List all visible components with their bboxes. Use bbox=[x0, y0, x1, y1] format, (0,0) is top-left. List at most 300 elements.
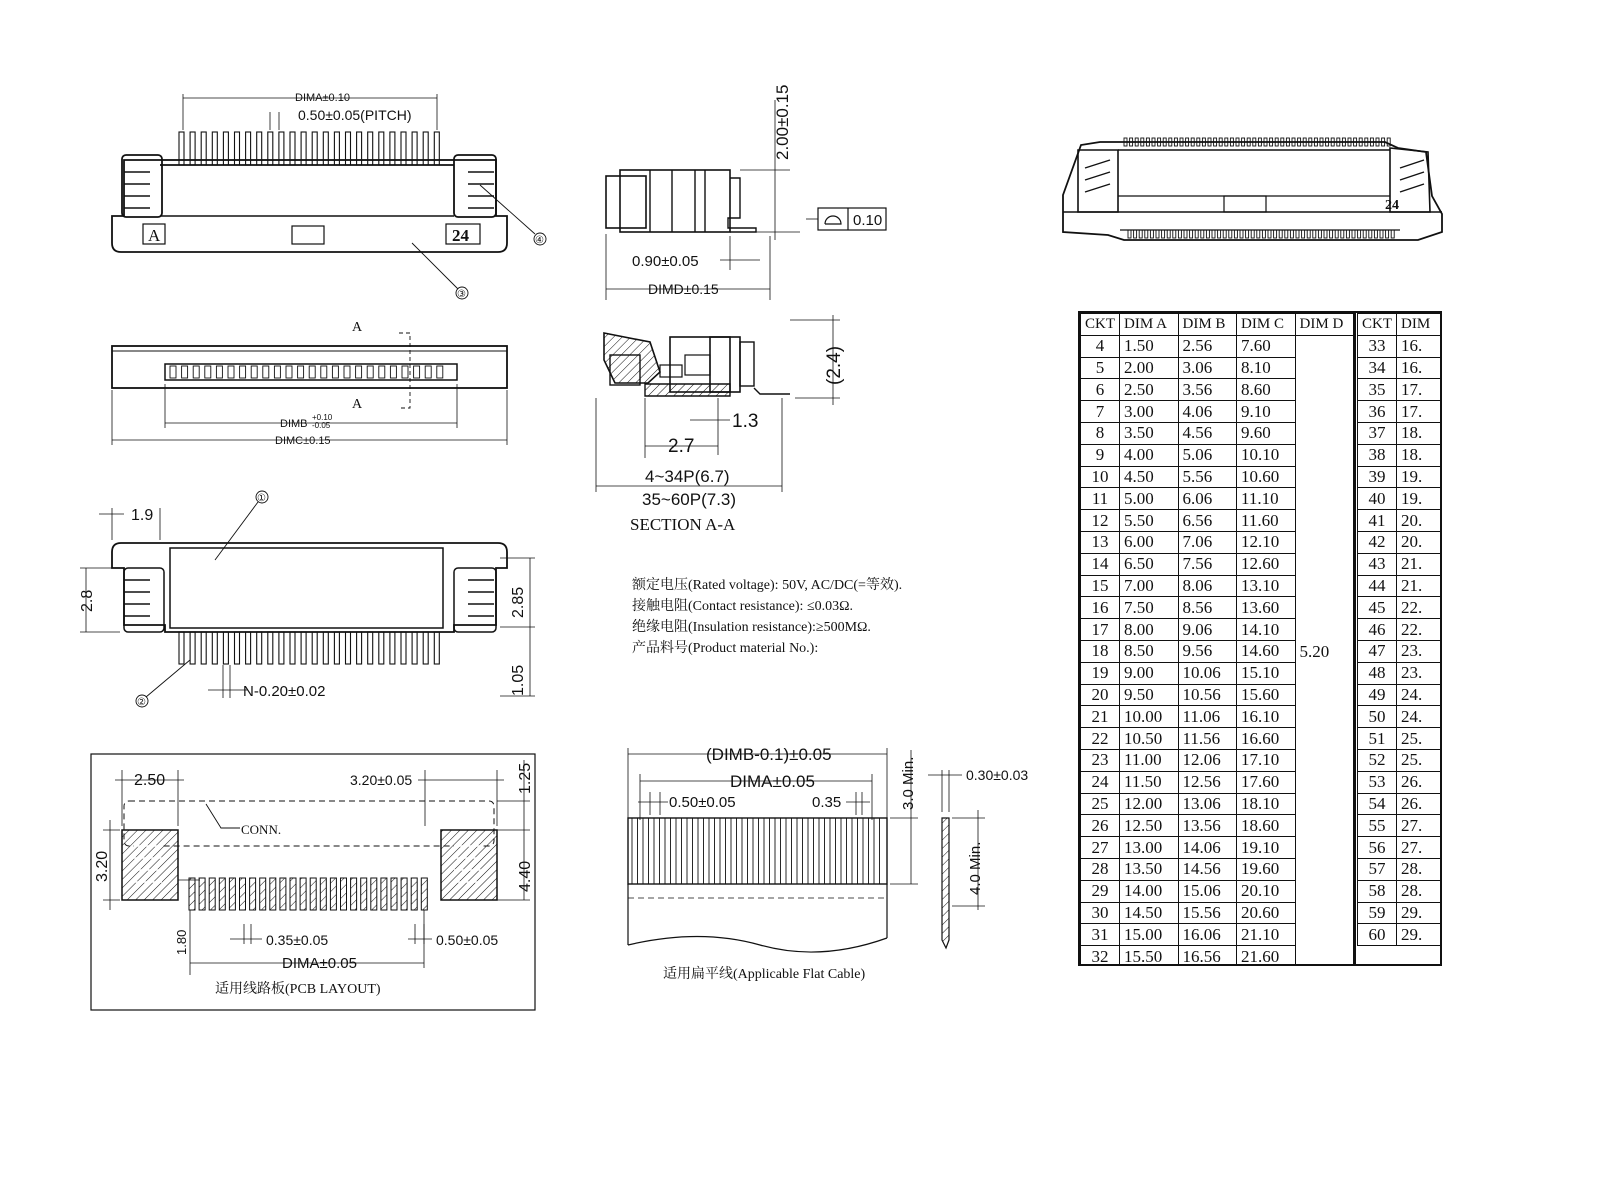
table-cell: 14.06 bbox=[1178, 837, 1237, 859]
table-cell: 9.56 bbox=[1178, 640, 1237, 662]
pcb-dim-4-40: 4.40 bbox=[517, 860, 534, 892]
pin bbox=[425, 366, 431, 378]
spec-insulation-resistance: 绝缘电阻(Insulation resistance):≥500MΩ. bbox=[632, 620, 871, 635]
table-cell: 6.50 bbox=[1120, 553, 1179, 575]
table-cell: 28. bbox=[1397, 858, 1443, 880]
table-row bbox=[1358, 902, 1443, 924]
pin bbox=[1296, 230, 1299, 238]
pcb-dim-1-25: 1.25 bbox=[517, 762, 534, 794]
table-row bbox=[1358, 706, 1443, 728]
front-view bbox=[112, 320, 507, 447]
pcb-pad-width: 0.35±0.05 bbox=[266, 932, 329, 948]
table-row bbox=[1358, 444, 1443, 466]
table-cell: 55 bbox=[1358, 815, 1397, 837]
pin bbox=[368, 632, 373, 664]
table-row bbox=[1358, 531, 1443, 553]
pin bbox=[286, 366, 292, 378]
pcb-pad bbox=[401, 878, 407, 910]
table-cell: 37 bbox=[1358, 422, 1397, 444]
table-cell: 26. bbox=[1397, 793, 1443, 815]
pin bbox=[246, 632, 251, 664]
pcb-dim-1-80: 1.80 bbox=[174, 929, 189, 955]
pin bbox=[1313, 230, 1316, 238]
pin bbox=[1380, 230, 1383, 238]
table-cell: 23. bbox=[1397, 662, 1443, 684]
table-cell: 5 bbox=[1081, 357, 1120, 379]
pin bbox=[1285, 230, 1288, 238]
table-cell: 15.56 bbox=[1178, 902, 1237, 924]
table-cell: 10.06 bbox=[1178, 662, 1237, 684]
table-cell: 25. bbox=[1397, 749, 1443, 771]
pin bbox=[1178, 230, 1181, 238]
table-cell: 15 bbox=[1081, 575, 1120, 597]
pin bbox=[379, 366, 385, 378]
pcb-pad bbox=[330, 878, 336, 910]
pin bbox=[1206, 230, 1209, 238]
pin bbox=[1156, 230, 1159, 238]
table-cell: 10.56 bbox=[1178, 684, 1237, 706]
coplanarity-value: 0.10 bbox=[853, 212, 883, 229]
pcb-pad bbox=[381, 878, 387, 910]
section-view bbox=[596, 315, 845, 534]
table-cell: 7.06 bbox=[1178, 531, 1237, 553]
top-pin-a-label: A bbox=[148, 226, 161, 245]
table-cell: 6.06 bbox=[1178, 488, 1237, 510]
pin bbox=[1318, 230, 1321, 238]
table-cell: 9.10 bbox=[1237, 401, 1296, 423]
table-row bbox=[1358, 488, 1443, 510]
pin bbox=[1173, 230, 1176, 238]
pin bbox=[235, 632, 240, 664]
bottom-pins bbox=[179, 632, 439, 664]
table-cell: 25. bbox=[1397, 728, 1443, 750]
table-cell: 20.60 bbox=[1237, 902, 1296, 924]
table-cell: 16. bbox=[1397, 357, 1443, 379]
pin bbox=[1201, 230, 1204, 238]
table-cell: 12.00 bbox=[1120, 793, 1179, 815]
section-mark-bottom: A bbox=[352, 397, 363, 412]
pin bbox=[1268, 230, 1271, 238]
side-dim-0-90: 0.90±0.05 bbox=[632, 253, 699, 270]
table-cell: 33 bbox=[1358, 335, 1397, 357]
table-row bbox=[1358, 837, 1443, 859]
cable-pitch: 0.50±0.05 bbox=[669, 794, 736, 811]
section-mark-top: A bbox=[352, 320, 363, 335]
pcb-pad bbox=[411, 878, 417, 910]
table-cell: 24 bbox=[1081, 771, 1120, 793]
table-row bbox=[1358, 640, 1443, 662]
table-cell: 53 bbox=[1358, 771, 1397, 793]
table-separator bbox=[1353, 313, 1356, 964]
table-cell: 9.60 bbox=[1237, 422, 1296, 444]
pcb-pad bbox=[341, 878, 347, 910]
table-cell: 22 bbox=[1081, 728, 1120, 750]
pin bbox=[346, 632, 351, 664]
pcb-dim-3-20-05: 3.20±0.05 bbox=[350, 772, 413, 788]
table-cell: 20. bbox=[1397, 510, 1443, 532]
col-dim-b: DIM B bbox=[1178, 314, 1237, 336]
table-cell: 21. bbox=[1397, 575, 1443, 597]
cable-dimb-minus: (DIMB-0.1)±0.05 bbox=[706, 745, 832, 764]
pin bbox=[1195, 230, 1198, 238]
pcb-dim-2-50: 2.50 bbox=[134, 772, 166, 789]
dim-2-8: 2.8 bbox=[79, 589, 96, 612]
pin bbox=[1190, 230, 1193, 238]
callout-4: ④ bbox=[535, 235, 544, 246]
pin bbox=[1212, 230, 1215, 238]
dim-2-85: 2.85 bbox=[510, 586, 527, 618]
cable-conductor: 0.35 bbox=[812, 794, 842, 811]
pin bbox=[1262, 230, 1265, 238]
pin bbox=[390, 366, 396, 378]
table-cell: 40 bbox=[1358, 488, 1397, 510]
pin bbox=[379, 632, 384, 664]
pcb-caption: 适用线路板(PCB LAYOUT) bbox=[215, 982, 381, 997]
pin bbox=[1150, 230, 1153, 238]
pcb-pad bbox=[219, 878, 225, 910]
table-cell: 6.56 bbox=[1178, 510, 1237, 532]
col-dim-a: DIM A bbox=[1120, 314, 1179, 336]
table-cell: 34 bbox=[1358, 357, 1397, 379]
pin bbox=[1223, 230, 1226, 238]
table-cell: 46 bbox=[1358, 619, 1397, 641]
table-cell: 1.50 bbox=[1120, 335, 1179, 357]
col-dim-right: DIM bbox=[1397, 314, 1443, 336]
pin bbox=[263, 366, 269, 378]
pcb-pad bbox=[240, 878, 246, 910]
pin bbox=[193, 366, 199, 378]
pin bbox=[423, 632, 428, 664]
pcb-pad bbox=[371, 878, 377, 910]
table-cell: 16 bbox=[1081, 597, 1120, 619]
pin bbox=[1257, 230, 1260, 238]
table-cell: 52 bbox=[1358, 749, 1397, 771]
table-cell: 58 bbox=[1358, 880, 1397, 902]
pin bbox=[402, 366, 408, 378]
table-cell: 7.56 bbox=[1178, 553, 1237, 575]
table-cell: 8.60 bbox=[1237, 379, 1296, 401]
spec-product-number: 产品料号(Product material No.): bbox=[632, 641, 819, 656]
pin bbox=[1251, 230, 1254, 238]
pin bbox=[1139, 230, 1142, 238]
pin bbox=[1145, 230, 1148, 238]
table-cell: 51 bbox=[1358, 728, 1397, 750]
pcb-pad bbox=[290, 878, 296, 910]
table-cell: 16.10 bbox=[1237, 706, 1296, 728]
table-row bbox=[1358, 335, 1443, 357]
callout-1: ① bbox=[257, 493, 266, 504]
pcb-pad-pitch: 0.50±0.05 bbox=[436, 932, 499, 948]
top-view bbox=[112, 92, 546, 300]
table-cell: 5.56 bbox=[1178, 466, 1237, 488]
side-view bbox=[606, 84, 886, 300]
dim-d-value: 5.20 bbox=[1295, 335, 1354, 966]
table-cell: 20. bbox=[1397, 531, 1443, 553]
table-cell: 12.56 bbox=[1178, 771, 1237, 793]
table-cell: 42 bbox=[1358, 531, 1397, 553]
section-title: SECTION A-A bbox=[630, 515, 736, 534]
table-cell: 11.10 bbox=[1237, 488, 1296, 510]
table-cell: 5.00 bbox=[1120, 488, 1179, 510]
pin bbox=[228, 366, 234, 378]
pin bbox=[240, 366, 246, 378]
pin bbox=[367, 366, 373, 378]
table-cell: 4.06 bbox=[1178, 401, 1237, 423]
pin bbox=[312, 632, 317, 664]
dim-1-05: 1.05 bbox=[510, 664, 527, 696]
cable-min-4: 4.0 Min. bbox=[967, 841, 984, 895]
table-cell: 19. bbox=[1397, 466, 1443, 488]
pcb-pad bbox=[270, 878, 276, 910]
table-cell: 13.60 bbox=[1237, 597, 1296, 619]
bottom-view bbox=[79, 491, 535, 708]
top-pin-24-label: 24 bbox=[452, 226, 469, 245]
table-cell: 14.60 bbox=[1237, 640, 1296, 662]
table-cell: 47 bbox=[1358, 640, 1397, 662]
table-cell: 41 bbox=[1358, 510, 1397, 532]
table-cell: 11 bbox=[1081, 488, 1120, 510]
table-cell: 60 bbox=[1358, 924, 1397, 946]
pin bbox=[1218, 230, 1221, 238]
pin bbox=[323, 632, 328, 664]
table-cell: 3.50 bbox=[1120, 422, 1179, 444]
table-cell: 4.50 bbox=[1120, 466, 1179, 488]
pcb-pad bbox=[189, 878, 195, 910]
table-cell: 14.00 bbox=[1120, 880, 1179, 902]
table-cell: 3.00 bbox=[1120, 401, 1179, 423]
table-cell: 7.60 bbox=[1237, 335, 1296, 357]
pin bbox=[1391, 230, 1394, 238]
table-cell: 12.50 bbox=[1120, 815, 1179, 837]
pcb-dim-3-20: 3.20 bbox=[94, 850, 111, 882]
table-cell: 44 bbox=[1358, 575, 1397, 597]
table-cell: 50 bbox=[1358, 706, 1397, 728]
table-cell: 49 bbox=[1358, 684, 1397, 706]
table-row bbox=[1358, 924, 1443, 946]
table-cell: 3.56 bbox=[1178, 379, 1237, 401]
pin bbox=[1363, 230, 1366, 238]
pin bbox=[1307, 230, 1310, 238]
table-cell: 27. bbox=[1397, 837, 1443, 859]
cable-conductors bbox=[632, 818, 880, 884]
pin bbox=[309, 366, 315, 378]
table-cell: 13 bbox=[1081, 531, 1120, 553]
pin bbox=[182, 366, 188, 378]
pin bbox=[356, 366, 362, 378]
front-dimb-tol-minus: -0.05 bbox=[312, 421, 331, 430]
table-cell: 25 bbox=[1081, 793, 1120, 815]
col-ckt: CKT bbox=[1081, 314, 1120, 336]
table-cell: 10.10 bbox=[1237, 444, 1296, 466]
table-cell: 7 bbox=[1081, 401, 1120, 423]
section-dim-1-3: 1.3 bbox=[732, 411, 759, 432]
pin bbox=[1290, 230, 1293, 238]
table-cell: 9.50 bbox=[1120, 684, 1179, 706]
col-dim-c: DIM C bbox=[1237, 314, 1296, 336]
table-cell: 35 bbox=[1358, 379, 1397, 401]
table-cell: 30 bbox=[1081, 902, 1120, 924]
pin bbox=[251, 366, 257, 378]
pin bbox=[1330, 230, 1333, 238]
pcb-dima-label: DIMA±0.05 bbox=[282, 955, 357, 972]
cable-dima-label: DIMA±0.05 bbox=[730, 772, 815, 791]
table-cell: 3.06 bbox=[1178, 357, 1237, 379]
pin bbox=[223, 632, 228, 664]
table-cell: 10.00 bbox=[1120, 706, 1179, 728]
pin bbox=[357, 632, 362, 664]
cable-caption: 适用扁平线(Applicable Flat Cable) bbox=[663, 967, 866, 982]
table-cell: 56 bbox=[1358, 837, 1397, 859]
table-row bbox=[1358, 815, 1443, 837]
table-row bbox=[1358, 466, 1443, 488]
table-cell: 23 bbox=[1081, 749, 1120, 771]
table-cell: 11.00 bbox=[1120, 749, 1179, 771]
table-cell: 8.06 bbox=[1178, 575, 1237, 597]
table-cell: 38 bbox=[1358, 444, 1397, 466]
section-depth-35-60: 35~60P(7.3) bbox=[642, 490, 737, 509]
table-cell: 18.60 bbox=[1237, 815, 1296, 837]
section-depth-4-34: 4~34P(6.7) bbox=[645, 467, 730, 486]
table-cell: 7.00 bbox=[1120, 575, 1179, 597]
dim-table-left bbox=[1080, 313, 1355, 966]
table-cell: 59 bbox=[1358, 902, 1397, 924]
table-cell: 22. bbox=[1397, 597, 1443, 619]
table-cell: 43 bbox=[1358, 553, 1397, 575]
table-cell: 15.10 bbox=[1237, 662, 1296, 684]
table-cell: 29. bbox=[1397, 902, 1443, 924]
table-cell: 12.60 bbox=[1237, 553, 1296, 575]
table-cell: 5.50 bbox=[1120, 510, 1179, 532]
pcb-pad bbox=[320, 878, 326, 910]
pcb-layout bbox=[91, 754, 535, 1010]
table-cell: 45 bbox=[1358, 597, 1397, 619]
table-cell: 12.06 bbox=[1178, 749, 1237, 771]
pin bbox=[344, 366, 350, 378]
pin bbox=[1324, 230, 1327, 238]
table-row bbox=[1358, 401, 1443, 423]
table-cell: 6 bbox=[1081, 379, 1120, 401]
table-cell: 4 bbox=[1081, 335, 1120, 357]
table-cell: 20 bbox=[1081, 684, 1120, 706]
table-cell: 13.10 bbox=[1237, 575, 1296, 597]
table-cell: 16. bbox=[1397, 335, 1443, 357]
pin bbox=[205, 366, 211, 378]
cable-thickness: 0.30±0.03 bbox=[966, 767, 1029, 783]
table-cell: 14.10 bbox=[1237, 619, 1296, 641]
pin bbox=[1302, 230, 1305, 238]
table-cell: 26 bbox=[1081, 815, 1120, 837]
table-cell: 13.00 bbox=[1120, 837, 1179, 859]
side-height-label: 2.00±0.15 bbox=[773, 84, 792, 160]
table-cell: 14 bbox=[1081, 553, 1120, 575]
table-cell: 28. bbox=[1397, 880, 1443, 902]
pin bbox=[434, 632, 439, 664]
table-row bbox=[1358, 553, 1443, 575]
table-cell: 8.50 bbox=[1120, 640, 1179, 662]
table-cell: 11.60 bbox=[1237, 510, 1296, 532]
table-cell: 21 bbox=[1081, 706, 1120, 728]
cable-min-3: 3.0 Min. bbox=[900, 756, 917, 810]
pcb-pad bbox=[229, 878, 235, 910]
pin bbox=[1274, 230, 1277, 238]
table-row bbox=[1358, 510, 1443, 532]
pin bbox=[1167, 230, 1170, 238]
table-cell: 10 bbox=[1081, 466, 1120, 488]
table-cell: 9.06 bbox=[1178, 619, 1237, 641]
table-cell: 15.06 bbox=[1178, 880, 1237, 902]
specs bbox=[632, 576, 902, 656]
table-cell: 19.10 bbox=[1237, 837, 1296, 859]
top-dima-label: DIMA±0.10 bbox=[295, 92, 350, 104]
dim-table bbox=[1078, 311, 1442, 966]
table-cell: 6.00 bbox=[1120, 531, 1179, 553]
pin bbox=[1229, 230, 1232, 238]
front-dimb-label: DIMB bbox=[280, 418, 308, 430]
table-cell: 48 bbox=[1358, 662, 1397, 684]
table-cell: 4.00 bbox=[1120, 444, 1179, 466]
pin bbox=[1246, 230, 1249, 238]
table-cell: 5.06 bbox=[1178, 444, 1237, 466]
table-cell: 17 bbox=[1081, 619, 1120, 641]
table-cell: 21.60 bbox=[1237, 946, 1296, 966]
table-row bbox=[1358, 771, 1443, 793]
pin bbox=[334, 632, 339, 664]
table-row bbox=[1081, 335, 1355, 357]
pin bbox=[1352, 230, 1355, 238]
table-row bbox=[1358, 684, 1443, 706]
table-row bbox=[1358, 379, 1443, 401]
table-cell: 17.10 bbox=[1237, 749, 1296, 771]
table-cell: 8.10 bbox=[1237, 357, 1296, 379]
table-row bbox=[1358, 749, 1443, 771]
table-cell: 29 bbox=[1081, 880, 1120, 902]
table-cell: 10.50 bbox=[1120, 728, 1179, 750]
pin bbox=[268, 632, 273, 664]
table-cell: 24. bbox=[1397, 684, 1443, 706]
pin bbox=[1134, 230, 1137, 238]
table-cell: 22. bbox=[1397, 619, 1443, 641]
pcb-pad bbox=[300, 878, 306, 910]
table-cell: 2.00 bbox=[1120, 357, 1179, 379]
front-dimc-label: DIMC±0.15 bbox=[275, 435, 331, 447]
section-dim-2-7: 2.7 bbox=[668, 436, 695, 457]
table-cell: 16.60 bbox=[1237, 728, 1296, 750]
table-cell: 21. bbox=[1397, 553, 1443, 575]
table-cell: 19.60 bbox=[1237, 858, 1296, 880]
pin bbox=[1279, 230, 1282, 238]
pcb-pad bbox=[421, 878, 427, 910]
pcb-conn-label: CONN. bbox=[241, 822, 282, 837]
table-cell: 57 bbox=[1358, 858, 1397, 880]
pin bbox=[1341, 230, 1344, 238]
table-cell: 18.10 bbox=[1237, 793, 1296, 815]
pin bbox=[1335, 230, 1338, 238]
table-cell: 10.60 bbox=[1237, 466, 1296, 488]
pin bbox=[1128, 230, 1131, 238]
table-cell: 9 bbox=[1081, 444, 1120, 466]
pcb-pad bbox=[361, 878, 367, 910]
pin bbox=[321, 366, 327, 378]
table-cell: 54 bbox=[1358, 793, 1397, 815]
table-cell: 11.06 bbox=[1178, 706, 1237, 728]
table-row bbox=[1358, 880, 1443, 902]
iso-pins-bottom bbox=[1128, 230, 1394, 238]
table-cell: 2.56 bbox=[1178, 335, 1237, 357]
pcb-pads bbox=[189, 878, 427, 910]
table-cell: 20.10 bbox=[1237, 880, 1296, 902]
pcb-pad bbox=[260, 878, 266, 910]
flat-cable bbox=[628, 745, 1028, 982]
